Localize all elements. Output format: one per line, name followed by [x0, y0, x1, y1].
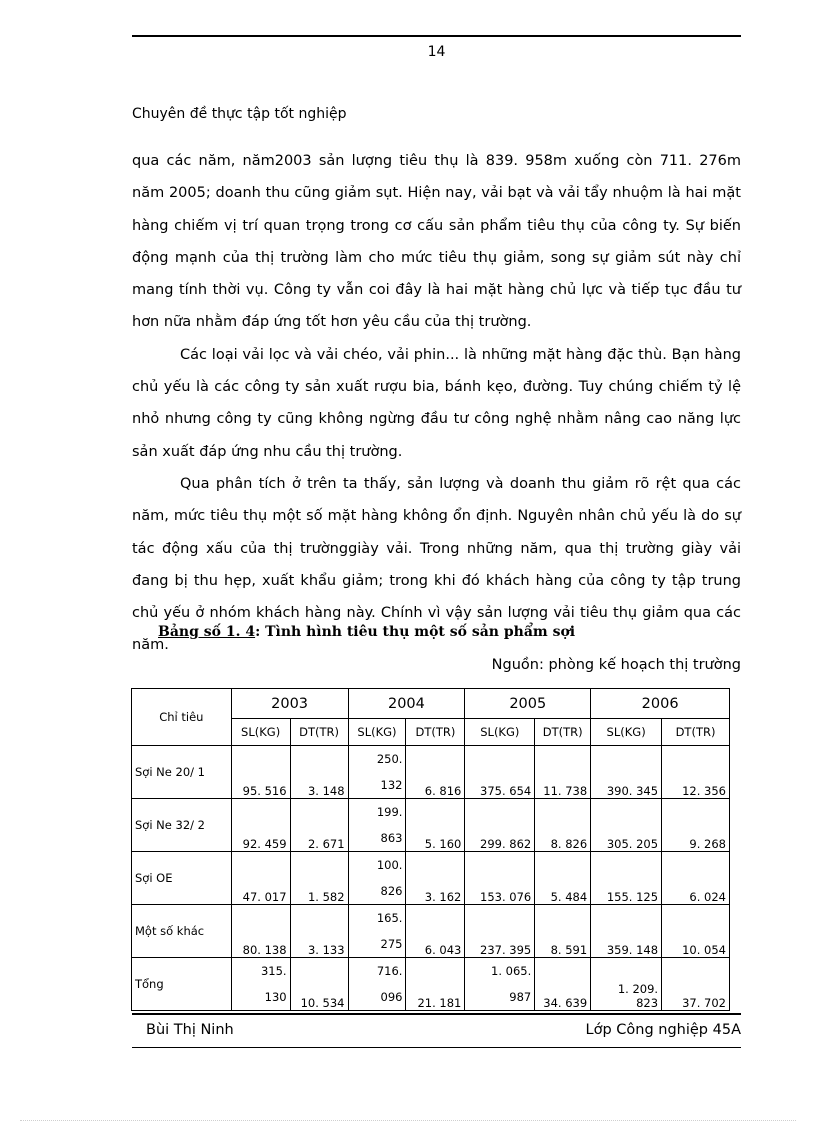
row-label: Sợi Ne 20/ 1	[132, 746, 232, 799]
cell-value: 2. 671	[307, 837, 345, 851]
row-label: Sợi Ne 32/ 2	[132, 799, 232, 852]
table-cell	[535, 746, 591, 799]
table-cell	[535, 958, 591, 1011]
cell-value: 80. 138	[242, 943, 287, 957]
table-cell	[290, 852, 348, 905]
table-cell	[662, 958, 730, 1011]
table-cell	[591, 852, 662, 905]
cell-value: 1. 065.	[491, 964, 532, 978]
cell-value: 6. 816	[424, 784, 462, 798]
table-cell	[662, 746, 730, 799]
cell-value: 95. 516	[242, 784, 287, 798]
table-cell	[465, 799, 535, 852]
year-2003: 2003	[231, 689, 348, 719]
table-cell	[348, 746, 406, 799]
cell-value: 34. 639	[543, 996, 588, 1010]
table-row	[132, 852, 730, 905]
sub-dt: DT(TR)	[662, 719, 730, 746]
table-cell	[591, 746, 662, 799]
table-cell	[348, 905, 406, 958]
table-cell	[290, 746, 348, 799]
cell-value: 299. 862	[480, 837, 532, 851]
paragraph-2: Các loại vải lọc và vải chéo, vải phin... là những mặt hàng đặc thù. Bạn hàng chủ yếu là các công ty sản xuất rượu bia, bánh kẹo, đường. Tuy chúng chiếm tỷ lệ nhỏ nhưng công ty cũng không ngừng đầu tư công nghệ nhằm nâng cao năng lực sản xuất đáp ứng nhu cầu thị trường.	[132, 346, 741, 460]
year-2004: 2004	[348, 689, 465, 719]
cell-value: 6. 024	[689, 890, 726, 904]
cell-value: 37. 702	[682, 996, 726, 1010]
sub-sl: SL(KG)	[348, 719, 406, 746]
cell-value: 12. 356	[682, 784, 726, 798]
table-cell	[406, 799, 465, 852]
year-2005: 2005	[465, 689, 591, 719]
table-cell	[465, 852, 535, 905]
sub-sl: SL(KG)	[465, 719, 535, 746]
table-cell	[231, 905, 290, 958]
table-cell	[535, 905, 591, 958]
page-edge-line	[20, 1120, 796, 1121]
cell-value: 3. 162	[424, 890, 462, 904]
cell-value: 390. 345	[606, 784, 659, 798]
row-label: Một số khác	[132, 905, 232, 958]
cell-value: 987	[509, 990, 532, 1004]
cell-value: 275	[380, 937, 403, 951]
table-cell	[406, 746, 465, 799]
running-title: Chuyên đề thực tập tốt nghiệp	[132, 106, 347, 122]
header-rule	[132, 35, 741, 37]
cell-value: 250.	[376, 752, 403, 766]
table-cell	[662, 799, 730, 852]
table-row	[132, 905, 730, 958]
table-cell	[465, 905, 535, 958]
table-cell	[591, 799, 662, 852]
sub-dt: DT(TR)	[406, 719, 465, 746]
year-2006: 2006	[591, 689, 730, 719]
table-cell	[348, 852, 406, 905]
sub-sl: SL(KG)	[591, 719, 662, 746]
table-cell	[231, 799, 290, 852]
cell-value: 130	[264, 990, 287, 1004]
row-header-cell: Chỉ tiêu	[132, 689, 232, 746]
table-cell	[348, 799, 406, 852]
table-cell	[591, 905, 662, 958]
table-cell	[406, 958, 465, 1011]
table-body	[132, 746, 730, 1011]
cell-value: 315.	[260, 964, 287, 978]
table-cell	[290, 799, 348, 852]
cell-value: 305. 205	[606, 837, 659, 851]
table-cell	[535, 852, 591, 905]
cell-value: 9. 268	[689, 837, 726, 851]
cell-value: 826	[380, 884, 403, 898]
cell-value: 92. 459	[242, 837, 287, 851]
year-header-row	[132, 689, 730, 719]
table-cell	[535, 799, 591, 852]
table-caption	[158, 624, 575, 640]
cell-value: 3. 133	[307, 943, 345, 957]
table-source: Nguồn: phòng kế hoạch thị trường	[491, 657, 741, 673]
page-number: 14	[427, 44, 446, 60]
table-row	[132, 799, 730, 852]
cell-value: 132	[380, 778, 403, 792]
table-row	[132, 746, 730, 799]
row-label: Tổng	[132, 958, 232, 1011]
cell-value: 716.	[376, 964, 403, 978]
cell-value: 237. 395	[480, 943, 532, 957]
cell-value: 10. 054	[682, 943, 726, 957]
footer-rule-bottom	[132, 1047, 741, 1048]
cell-value: 155. 125	[606, 890, 659, 904]
footer-class: Lớp Công nghiệp 45A	[585, 1022, 741, 1038]
cell-value: 47. 017	[242, 890, 287, 904]
sub-dt: DT(TR)	[535, 719, 591, 746]
cell-value: 3. 148	[307, 784, 345, 798]
table-cell	[406, 852, 465, 905]
cell-value: 100.	[376, 858, 403, 872]
table-row	[132, 958, 730, 1011]
cell-value: 5. 484	[550, 890, 588, 904]
table-caption-title: : Tình hình tiêu thụ một số sản phẩm sợi	[255, 624, 576, 640]
cell-value: 165.	[376, 911, 403, 925]
table-cell	[231, 958, 290, 1011]
cell-value: 11. 738	[543, 784, 588, 798]
table-cell	[290, 905, 348, 958]
cell-value: 1. 582	[307, 890, 345, 904]
cell-value: 375. 654	[480, 784, 532, 798]
table-cell	[591, 958, 662, 1011]
cell-value: 8. 591	[550, 943, 588, 957]
table-cell	[662, 852, 730, 905]
cell-value: 359. 148	[606, 943, 659, 957]
table-cell	[290, 958, 348, 1011]
row-label: Sợi OE	[132, 852, 232, 905]
footer-rule-top	[132, 1013, 741, 1015]
sub-sl: SL(KG)	[231, 719, 290, 746]
table-cell	[662, 905, 730, 958]
body-text	[132, 145, 741, 662]
cell-value: 8. 826	[550, 837, 588, 851]
table-cell	[465, 746, 535, 799]
sales-table	[131, 688, 730, 1011]
cell-value: 10. 534	[300, 996, 345, 1010]
table-cell	[231, 852, 290, 905]
cell-value: 199.	[376, 805, 403, 819]
cell-value: 153. 076	[480, 890, 532, 904]
table-cell	[231, 746, 290, 799]
paragraph-3: Qua phân tích ở trên ta thấy, sản lượng và doanh thu giảm rõ rệt qua các năm, mức tiêu thụ một số mặt hàng không ổn định. Nguyên nhân chủ yếu là do sự tác động xấu của thị trườnggiày vải. Trong những năm, qua thị trường giày vải đang bị thu hẹp, xuất khẩu giảm; trong khi đó khách hàng của công ty tập trung chủ yếu ở nhóm khách hàng này. Chính vì vậy sản lượng vải tiêu thụ giảm qua các năm.	[132, 475, 741, 654]
paragraph-1: qua các năm, năm2003 sản lượng tiêu thụ là 839. 958m xuống còn 711. 276m năm 2005; doanh thu cũng giảm sụt. Hiện nay, vải bạt và vải tẩy nhuộm là hai mặt hàng chiếm vị trí quan trọng trong cơ cấu sản phẩm tiêu thụ của công ty. Sự biến động mạnh của thị trường làm cho mức tiêu thụ giảm, song sự giảm sút này chỉ mang tính thời vụ. Công ty vẫn coi đây là hai mặt hàng chủ lực và tiếp tục đầu tư hơn nữa nhằm đáp ứng tốt hơn yêu cầu của thị trường.	[132, 153, 741, 331]
table-cell	[348, 958, 406, 1011]
table-cell	[406, 905, 465, 958]
cell-value: 1. 209. 823	[617, 982, 659, 1010]
table-caption-label: Bảng số 1. 4	[158, 624, 256, 640]
cell-value: 21. 181	[417, 996, 462, 1010]
cell-value: 863	[380, 831, 403, 845]
footer-author: Bùi Thị Ninh	[146, 1022, 234, 1038]
cell-value: 5. 160	[424, 837, 462, 851]
table-cell	[465, 958, 535, 1011]
cell-value: 096	[380, 990, 403, 1004]
sub-dt: DT(TR)	[290, 719, 348, 746]
cell-value: 6. 043	[424, 943, 462, 957]
